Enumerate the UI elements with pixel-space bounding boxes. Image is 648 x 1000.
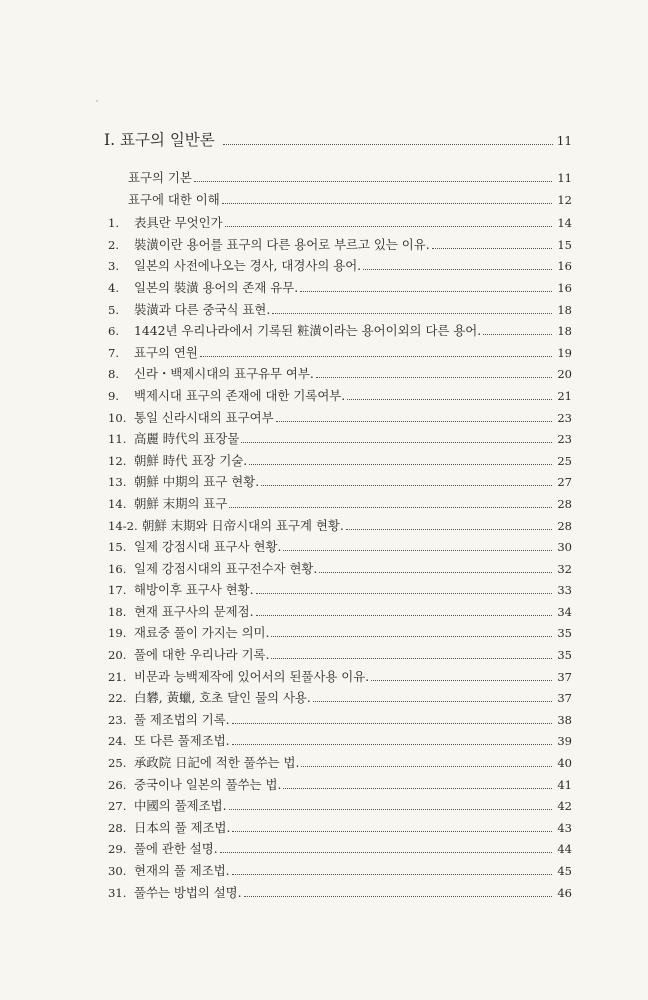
toc-entry bbox=[108, 602, 572, 624]
dot-leader bbox=[232, 723, 552, 724]
entry-page-number: 44 bbox=[557, 842, 572, 857]
toc-entry bbox=[108, 883, 572, 905]
dot-leader bbox=[301, 766, 552, 767]
entry-title: 재료중 풀이 가지는 의미. bbox=[134, 625, 270, 641]
toc-entry bbox=[108, 667, 572, 689]
toc-entry bbox=[108, 839, 572, 861]
entry-page-number: 43 bbox=[557, 820, 572, 835]
dot-leader bbox=[256, 593, 552, 594]
toc-entry bbox=[108, 472, 572, 494]
entry-title: 신라・백제시대의 표구유무 여부. bbox=[134, 366, 314, 382]
dot-leader bbox=[313, 701, 552, 702]
entry-number: 24. bbox=[108, 734, 127, 749]
paper-speck bbox=[96, 100, 98, 102]
entry-title: 현재 표구사의 문제점. bbox=[134, 603, 254, 619]
entry-title: 白礬, 黃蠟, 호초 달인 물의 사용. bbox=[134, 690, 311, 706]
entry-page-number: 37 bbox=[557, 669, 572, 684]
entry-number: 17. bbox=[108, 583, 127, 598]
entry-page-number: 37 bbox=[557, 691, 572, 706]
toc-entry bbox=[108, 408, 572, 430]
entry-title: 일제 강점시대의 표구전수자 현황. bbox=[134, 560, 318, 576]
entry-title: 1442년 우리나라에서 기록된 粧潢이라는 용어이외의 다른 용어. bbox=[134, 323, 482, 339]
entry-title: 裝潢이란 용어를 표구의 다른 용어로 부르고 있는 이유. bbox=[134, 236, 430, 252]
entry-page-number: 12 bbox=[557, 192, 572, 207]
dot-leader bbox=[232, 744, 552, 745]
entry-title: 또 다른 풀제조법. bbox=[134, 733, 230, 749]
entry-number: 6. bbox=[108, 324, 120, 339]
entry-page-number: 11 bbox=[557, 171, 572, 185]
entry-title: 풀쑤는 방법의 설명. bbox=[134, 884, 242, 900]
entry-title: 高麗 時代의 표장물 bbox=[134, 431, 240, 447]
dot-leader bbox=[225, 226, 552, 227]
entry-number: 14. bbox=[108, 496, 127, 511]
dot-leader bbox=[222, 203, 552, 204]
dot-leader bbox=[271, 658, 552, 659]
entry-page-number: 23 bbox=[557, 432, 572, 447]
entry-page-number: 34 bbox=[557, 604, 572, 619]
entry-number: 9. bbox=[108, 388, 120, 403]
entry-title: 裝潢과 다른 중국식 표현. bbox=[134, 301, 271, 317]
entry-number: 4. bbox=[108, 280, 120, 295]
dot-leader bbox=[432, 248, 552, 249]
entry-number: 31. bbox=[108, 885, 127, 900]
entry-title: 중국이나 일본의 풀쑤는 법. bbox=[134, 776, 282, 792]
entry-page-number: 35 bbox=[557, 626, 572, 641]
entry-page-number: 14 bbox=[557, 216, 572, 231]
entry-page-number: 30 bbox=[557, 540, 572, 555]
dot-leader bbox=[283, 550, 552, 551]
toc-entry bbox=[108, 688, 572, 710]
entry-title: 일제 강점시대 표구사 현황. bbox=[134, 539, 282, 555]
entry-number: 12. bbox=[108, 453, 127, 468]
dot-leader bbox=[223, 144, 553, 145]
section-heading bbox=[104, 128, 572, 150]
dot-leader bbox=[232, 831, 552, 832]
entry-page-number: 28 bbox=[557, 518, 572, 533]
entry-title: 표구의 연원 bbox=[134, 344, 198, 360]
toc-entry bbox=[108, 190, 572, 212]
entry-number: 8. bbox=[108, 367, 120, 382]
entry-number: 10. bbox=[108, 410, 127, 425]
dot-leader bbox=[194, 181, 552, 182]
toc-entry bbox=[108, 300, 572, 322]
entry-page-number: 42 bbox=[557, 799, 572, 814]
toc-entry bbox=[108, 818, 572, 840]
entry-number: 30. bbox=[108, 864, 127, 878]
toc-list bbox=[108, 168, 572, 904]
entry-number: 23. bbox=[108, 712, 127, 727]
entry-number: 5. bbox=[108, 302, 120, 317]
toc-entry bbox=[108, 494, 572, 516]
toc-entry bbox=[108, 321, 572, 343]
dot-leader bbox=[319, 572, 552, 573]
entry-page-number: 39 bbox=[557, 734, 572, 749]
entry-title: 표구에 대한 이해 bbox=[128, 191, 220, 207]
toc-entry bbox=[108, 796, 572, 818]
entry-page-number: 18 bbox=[557, 302, 572, 317]
entry-number: 21. bbox=[108, 669, 127, 684]
entry-page-number: 28 bbox=[557, 496, 572, 511]
toc-entry bbox=[108, 537, 572, 559]
dot-leader bbox=[229, 809, 552, 810]
entry-title: 朝鮮 末期의 표구 bbox=[134, 495, 228, 511]
dot-leader bbox=[346, 529, 552, 530]
entry-title: 일본의 裝潢 용어의 존재 유무. bbox=[134, 279, 299, 295]
entry-title: 中國의 풀제조법. bbox=[134, 798, 227, 814]
entry-page-number: 38 bbox=[557, 712, 572, 727]
dot-leader bbox=[483, 334, 552, 335]
entry-number: 3. bbox=[108, 259, 120, 274]
entry-number: 7. bbox=[108, 345, 120, 360]
entry-title: 일본의 사전에나오는 경사, 대경사의 용어. bbox=[134, 258, 362, 274]
entry-page-number: 25 bbox=[557, 453, 572, 468]
entry-title: 日本의 풀 제조법. bbox=[134, 819, 231, 835]
entry-page-number: 32 bbox=[557, 561, 572, 576]
dot-leader bbox=[272, 313, 552, 314]
entry-number: 14-2. bbox=[108, 518, 138, 533]
toc-entry bbox=[108, 451, 572, 473]
entry-page-number: 15 bbox=[557, 237, 572, 252]
entry-page-number: 16 bbox=[557, 280, 572, 295]
dot-leader bbox=[283, 788, 552, 789]
toc-entry bbox=[108, 710, 572, 732]
entry-number: 22. bbox=[108, 691, 127, 706]
entry-number: 16. bbox=[108, 561, 127, 576]
toc-entry bbox=[108, 343, 572, 365]
toc-entry bbox=[108, 386, 572, 408]
dot-leader bbox=[276, 421, 552, 422]
entry-title: 表具란 무엇인가 bbox=[134, 215, 223, 231]
entry-page-number: 27 bbox=[557, 475, 572, 490]
dot-leader bbox=[241, 442, 552, 443]
entry-number: 2. bbox=[108, 237, 120, 252]
dot-leader bbox=[200, 356, 552, 357]
toc-entry bbox=[108, 775, 572, 797]
entry-number: 28. bbox=[108, 820, 127, 835]
dot-leader bbox=[363, 269, 552, 270]
dot-leader bbox=[300, 291, 552, 292]
toc-entry bbox=[108, 364, 572, 386]
dot-leader bbox=[249, 464, 552, 465]
entry-page-number: 20 bbox=[557, 367, 572, 382]
entry-page-number: 18 bbox=[557, 324, 572, 339]
entry-title: 朝鮮 中期의 표구 현황. bbox=[134, 474, 260, 490]
entry-title: 朝鮮 末期와 日帝시대의 표구계 현황. bbox=[142, 517, 344, 533]
dot-leader bbox=[232, 874, 552, 875]
entry-title: 풀 제조법의 기록. bbox=[134, 711, 230, 727]
entry-number: 26. bbox=[108, 777, 127, 792]
entry-number: 15. bbox=[108, 540, 127, 555]
entry-page-number: 33 bbox=[557, 583, 572, 598]
entry-number: 25. bbox=[108, 756, 127, 771]
toc-entry bbox=[108, 645, 572, 667]
toc-entry bbox=[108, 278, 572, 300]
entry-title: 백제시대 표구의 존재에 대한 기록여부. bbox=[134, 387, 346, 403]
dot-leader bbox=[271, 636, 552, 637]
entry-title: 표구의 기본 bbox=[128, 170, 192, 185]
entry-number: 20. bbox=[108, 648, 127, 663]
entry-page-number: 35 bbox=[557, 648, 572, 663]
toc-entry bbox=[108, 429, 572, 451]
section-title: Ⅰ. 표구의 일반론 bbox=[104, 131, 215, 149]
entry-number: 11. bbox=[108, 432, 127, 447]
toc-entry bbox=[108, 559, 572, 581]
toc-entry bbox=[108, 731, 572, 753]
section-page-number: 11 bbox=[556, 134, 572, 148]
dot-leader bbox=[316, 377, 552, 378]
entry-title: 朝鮮 時代 표장 기술. bbox=[134, 452, 248, 468]
entry-title: 비문과 능백제작에 있어서의 된풀사용 이유. bbox=[134, 668, 370, 684]
entry-number: 29. bbox=[108, 842, 127, 857]
entry-title: 풀에 관한 설명. bbox=[134, 841, 218, 857]
dot-leader bbox=[244, 896, 552, 897]
toc-entry bbox=[108, 623, 572, 645]
entry-number: 19. bbox=[108, 626, 127, 641]
entry-number: 18. bbox=[108, 604, 127, 619]
dot-leader bbox=[261, 485, 552, 486]
entry-number: 1. bbox=[108, 216, 120, 231]
toc-entry bbox=[108, 168, 572, 190]
dot-leader bbox=[220, 852, 552, 853]
dot-leader bbox=[229, 507, 552, 508]
entry-page-number: 40 bbox=[557, 756, 572, 771]
entry-title: 해방이후 표구사 현황. bbox=[134, 582, 254, 598]
entry-page-number: 46 bbox=[557, 885, 572, 900]
toc-entry bbox=[108, 753, 572, 775]
toc-entry bbox=[108, 516, 572, 538]
entry-title: 통일 신라시대의 표구여부 bbox=[134, 409, 274, 425]
toc-entry bbox=[108, 213, 572, 235]
entry-title: 承政院 日記에 적한 풀쑤는 법. bbox=[134, 755, 300, 771]
entry-page-number: 41 bbox=[557, 777, 572, 792]
entry-page-number: 21 bbox=[557, 388, 572, 403]
toc-entry bbox=[108, 861, 572, 883]
entry-title: 풀에 대한 우리나라 기록. bbox=[134, 647, 270, 663]
toc-entry bbox=[108, 580, 572, 602]
toc-entry bbox=[108, 256, 572, 278]
entry-number: 27. bbox=[108, 799, 127, 814]
dot-leader bbox=[347, 399, 552, 400]
entry-page-number: 45 bbox=[557, 864, 572, 878]
dot-leader bbox=[371, 680, 552, 681]
toc-entry bbox=[108, 235, 572, 257]
entry-number: 13. bbox=[108, 475, 127, 490]
entry-page-number: 19 bbox=[557, 345, 572, 360]
entry-page-number: 23 bbox=[557, 410, 572, 425]
entry-page-number: 16 bbox=[557, 259, 572, 274]
dot-leader bbox=[256, 615, 552, 616]
entry-title: 현재의 풀 제조법. bbox=[134, 863, 230, 878]
